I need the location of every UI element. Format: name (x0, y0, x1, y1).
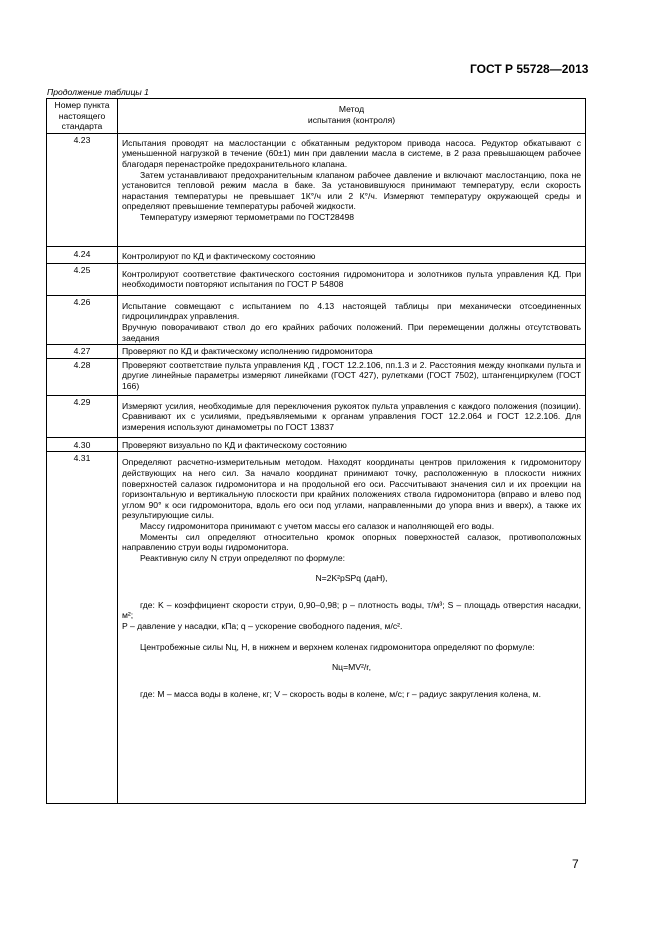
clause-number: 4.29 (47, 395, 118, 437)
clause-number: 4.31 (47, 452, 118, 804)
clause-number: 4.25 (47, 263, 118, 295)
clause-number: 4.27 (47, 345, 118, 359)
header-clause-number: Номер пункта настоящего стандарта (47, 99, 118, 134)
standard-designation: ГОСТ Р 55728—2013 (470, 62, 589, 76)
clause-number: 4.28 (47, 358, 118, 395)
method-text: Контролируют соответствие фактического состояния гидромонитора и золотников пульта управления КД. При необходимости повторяют испытания по ГОСТ Р 54808 (118, 263, 586, 295)
table-row (47, 358, 586, 395)
table-caption: Продолжение таблицы 1 (47, 87, 149, 97)
method-text: Проверяют по КД и фактическому исполнению гидромонитора (118, 345, 586, 359)
method-text: Контролируют по КД и фактическому состоянию (118, 246, 586, 263)
table-header-row (47, 99, 586, 134)
clause-number: 4.24 (47, 246, 118, 263)
method-text: Проверяют визуально по КД и фактическому состоянию (118, 437, 586, 452)
table-row (47, 345, 586, 359)
method-text: Испытания проводят на маслостанции с обкатанным редуктором привода насоса. Редуктор обкатывают с уменьшенной нагрузкой в течение (60±1) мин при давлении масла в системе, в 2 раза превышающем рабочее благодаря перенастройке предохранительного клапана. Затем устанавливают предохранительным клапаном рабочее давление и включают маслостанцию, пока не установится тепловой режим масла в баке. За установившуюся принимают температуру, если скорость нарастания температуры не превышает 1К°/ч или 2 К°/ч. Измеряют температуру окружающей среды и определяют превышение температуры рабочей жидкости. Температуру измеряют термометрами по ГОСТ28498 (118, 133, 586, 246)
formula-reactive-force: N=2K²pSPq (даН), (315, 573, 388, 584)
methods-table (46, 98, 586, 804)
table-row (47, 133, 586, 246)
table-row (47, 395, 586, 437)
clause-number: 4.26 (47, 295, 118, 344)
page-number: 7 (572, 857, 579, 871)
method-text: Измеряют усилия, необходимые для переключения рукояток пульта управления с каждого положения (позиции). Сравнивают их с усилиями, предъявляемыми к органам управления ГОСТ 12.2.064 и ГОСТ 12.2.106. Для измерения используют динамометры по ГОСТ 13837 (118, 395, 586, 437)
header-test-method: Метод испытания (контроля) (118, 99, 586, 134)
table-row (47, 263, 586, 295)
table-row (47, 452, 586, 804)
formula-centrifugal-force: Nц=MV²/r, (331, 662, 372, 673)
clause-number: 4.23 (47, 133, 118, 246)
method-text: Испытание совмещают с испытанием по 4.13 настоящей таблицы при механически отсоединенных гидроцилиндрах управления. Вручную поворачивают ствол до его крайних рабочих положений. При перемещении должны отсутствовать заедания (118, 295, 586, 344)
method-text: Проверяют соответствие пульта управления КД , ГОСТ 12.2.106, пп.1.3 и 2. Расстояния между кнопками пульта и другие линейные параметры измеряют линейками (ГОСТ 427), рулетками (ГОСТ 7502), штангенциркулем (ГОСТ 166) (118, 358, 586, 395)
table-row (47, 295, 586, 344)
clause-number: 4.30 (47, 437, 118, 452)
table-row (47, 246, 586, 263)
method-text: Определяют расчетно-измерительным методом. Находят координаты центров приложения к гидромонитору действующих на него сил. За начало координат принимают точку, расположенную в плоскости нижних поверхностей салазок гидромонитора и на продольной его оси. Рассчитывают значения сил и их проекции на горизонтальную и вертикальную плоскости при крайних положениях ствола гидромонитора (вправо и влево под углом 90° к оси гидромонитора, вдоль его оси под углами, направленными до упора вниз и вверх), а также их результирующие силы. Массу гидромонитора принимают с учетом массы его салазок и наполняющей его воды. Моменты сил определяют относительно кромок опорных поверхностей салазок, противоположных направлению струи воды гидромонитора. Реактивную силу N струи определяют по формуле: N=2K²pSPq (даН), где: K – коэффициент скорости струи, 0,90–0,98; p – плотность воды, т/м³; S – площадь отверстия насадки, м²; P – давление у насадки, кПа; q – ускорение свободного падения, м/с². Центробежные силы Nц, Н, в нижнем и верхнем коленах гидромонитора определяют по формуле: Nц=MV²/r, где: M – масса воды в колене, кг; V – скорость воды в колене, м/с; r – радиус закругления колена, м. (118, 452, 586, 804)
table-row (47, 437, 586, 452)
